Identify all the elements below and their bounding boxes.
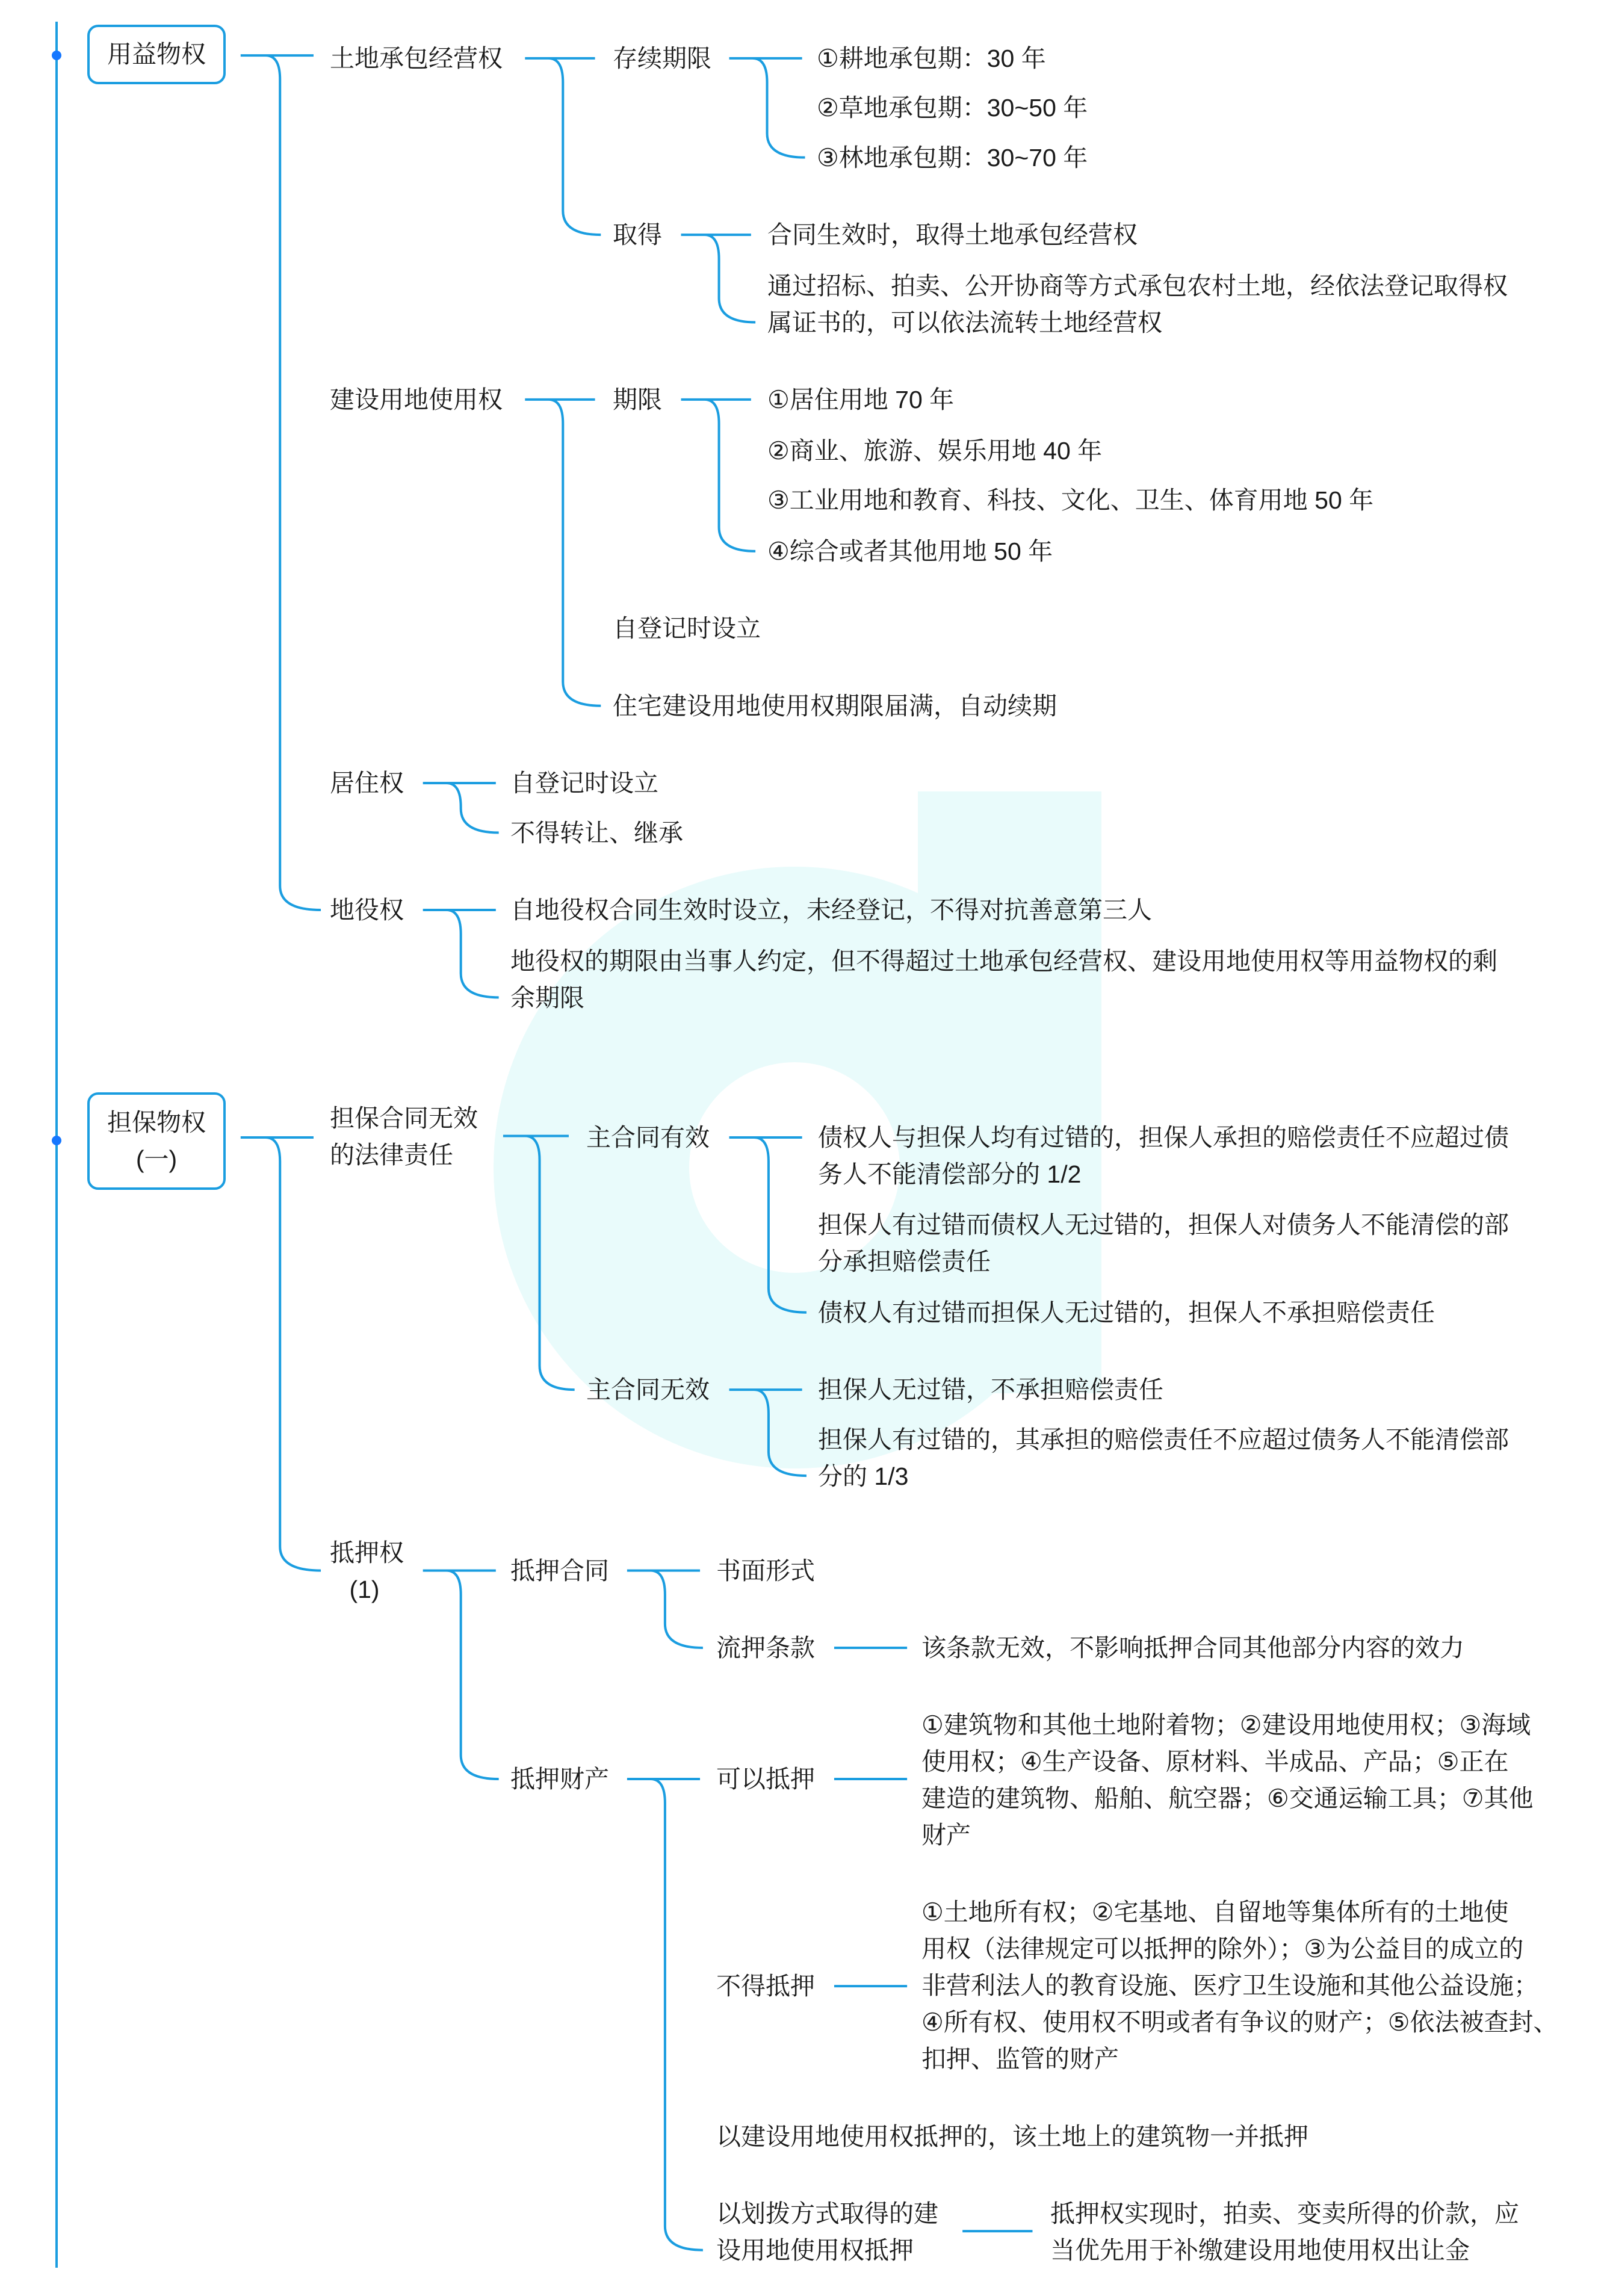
root-label: 用益物权 — [107, 40, 206, 68]
node-leaf[interactable]: ②草地承包期：30~50 年 — [817, 94, 1088, 122]
connector-line — [525, 58, 601, 235]
root-node-security[interactable] — [87, 1092, 226, 1190]
node-leaf[interactable] — [818, 1207, 1509, 1280]
node-line: 通过招标、拍卖、公开协商等方式承包农村土地，经依法登记取得权 — [767, 272, 1508, 300]
node-leaf[interactable]: 合同生效时，取得土地承包经营权 — [767, 221, 1138, 249]
node-leaf[interactable]: 不得转让、继承 — [510, 819, 683, 847]
node-line: 设用地使用权抵押 — [716, 2236, 914, 2264]
node-leaf[interactable] — [921, 1707, 1534, 1854]
connector-line — [681, 400, 756, 551]
node-construction[interactable]: 建设用地使用权 — [330, 386, 503, 413]
node-main-invalid[interactable]: 主合同无效 — [586, 1376, 710, 1403]
connector-line — [241, 1137, 321, 1571]
node-leaf[interactable] — [1050, 2195, 1519, 2269]
node-term[interactable]: 存续期限 — [613, 45, 711, 72]
node-line: 属证书的，可以依法流转土地经营权 — [767, 309, 1162, 336]
node-leaf[interactable]: 自登记时设立 — [613, 614, 761, 642]
node-line: 地役权的期限由当事人约定，但不得超过土地承包经营权、建设用地使用权等用益物权的剩 — [510, 947, 1497, 975]
node-leaf[interactable] — [818, 1119, 1509, 1193]
node-leaf[interactable] — [818, 1422, 1509, 1495]
node-line: 建造的建筑物、船舶、航空器；⑥交通运输工具；⑦其他 — [921, 1784, 1534, 1812]
node-line: ①建筑物和其他土地附着物；②建设用地使用权；③海域 — [921, 1711, 1531, 1739]
node-invalid-guarantee[interactable] — [330, 1100, 478, 1174]
node-forfeit-clause[interactable]: 流押条款 — [716, 1634, 815, 1662]
node-line: 扣押、监管的财产 — [921, 2045, 1119, 2073]
node-mortgage-property[interactable]: 抵押财产 — [510, 1765, 609, 1793]
connector-line — [627, 1571, 703, 1648]
node-allocated[interactable] — [716, 2195, 938, 2269]
node-main-valid[interactable]: 主合同有效 — [586, 1124, 710, 1151]
node-line: 担保合同无效 — [330, 1104, 478, 1132]
node-line: ④所有权、使用权不明或者有争议的财产；⑤依法被查封、 — [921, 2008, 1558, 2036]
node-line: 使用权；④生产设备、原材料、半成品、产品；⑤正在 — [921, 1748, 1509, 1775]
node-leaf[interactable]: ③林地承包期：30~70 年 — [817, 144, 1088, 172]
node-leaf[interactable] — [510, 943, 1497, 1016]
node-leaf[interactable]: ④综合或者其他用地 50 年 — [767, 537, 1053, 565]
node-line: (1) — [349, 1576, 380, 1603]
node-line: 担保人有过错而债权人无过错的，担保人对债务人不能清偿的部 — [818, 1211, 1509, 1239]
node-leaf[interactable]: ①居住用地 70 年 — [767, 386, 955, 413]
root-label: (一) — [135, 1145, 178, 1173]
node-leaf[interactable]: 担保人无过错，不承担赔偿责任 — [818, 1376, 1163, 1403]
node-leaf[interactable]: ②商业、旅游、娱乐用地 40 年 — [767, 437, 1103, 465]
connector-line — [423, 1571, 499, 1779]
node-allowed[interactable]: 可以抵押 — [716, 1765, 815, 1793]
node-line: ①土地所有权；②宅基地、自留地等集体所有的土地使 — [921, 1898, 1509, 1926]
node-residence[interactable]: 居住权 — [330, 769, 404, 797]
root-dot — [52, 1136, 61, 1145]
node-leaf[interactable]: ③工业用地和教育、科技、文化、卫生、体育用地 50 年 — [767, 486, 1374, 514]
connector-line — [681, 235, 756, 322]
node-leaf[interactable]: 住宅建设用地使用权期限届满，自动续期 — [613, 692, 1057, 720]
node-line: 分的 1/3 — [818, 1462, 909, 1490]
node-line: 抵押权实现时，拍卖、变卖所得的价款，应 — [1050, 2200, 1519, 2227]
connector-line — [423, 910, 499, 997]
node-leaf[interactable]: 自登记时设立 — [510, 769, 658, 797]
node-line: 抵押权 — [330, 1539, 404, 1567]
node-line: 非营利法人的教育设施、医疗卫生设施和其他公益设施； — [921, 1972, 1538, 1999]
root-node-usufruct[interactable] — [87, 25, 226, 84]
node-easement[interactable]: 地役权 — [330, 896, 404, 924]
node-line: 用权（法律规定可以抵押的除外）；③为公益目的成立的 — [921, 1935, 1524, 1963]
node-line: 以划拨方式取得的建 — [716, 2200, 938, 2227]
node-term[interactable]: 期限 — [613, 386, 662, 413]
root-dot — [52, 51, 61, 60]
node-line: 分承担赔偿责任 — [818, 1248, 991, 1275]
node-leaf[interactable]: 债权人有过错而担保人无过错的，担保人不承担赔偿责任 — [818, 1299, 1435, 1326]
connector-line — [729, 58, 805, 158]
node-leaf[interactable]: 以建设用地使用权抵押的，该土地上的建筑物一并抵押 — [716, 2123, 1308, 2150]
node-leaf[interactable]: 该条款无效，不影响抵押合同其他部分内容的效力 — [921, 1634, 1464, 1662]
node-leaf[interactable] — [921, 1894, 1558, 2078]
connector-line — [423, 783, 499, 832]
node-mortgage[interactable] — [330, 1535, 404, 1608]
node-land-contract[interactable]: 土地承包经营权 — [330, 45, 503, 72]
connector-line — [241, 55, 321, 910]
node-line: 债权人与担保人均有过错的，担保人承担的赔偿责任不应超过债 — [818, 1124, 1509, 1151]
node-line: 当优先用于补缴建设用地使用权出让金 — [1050, 2236, 1470, 2264]
node-line: 余期限 — [510, 984, 584, 1012]
node-acquire[interactable]: 取得 — [613, 221, 662, 249]
node-line: 的法律责任 — [330, 1141, 453, 1169]
node-mortgage-contract[interactable]: 抵押合同 — [510, 1557, 609, 1585]
node-leaf[interactable]: 书面形式 — [716, 1557, 815, 1585]
root-label: 担保物权 — [107, 1109, 206, 1136]
node-line: 务人不能清偿部分的 1/2 — [818, 1160, 1082, 1188]
node-forbidden[interactable]: 不得抵押 — [716, 1972, 815, 2000]
node-line: 财产 — [921, 1821, 971, 1849]
node-line: 担保人有过错的，其承担的赔偿责任不应超过债务人不能清偿部 — [818, 1426, 1509, 1453]
node-leaf[interactable] — [767, 268, 1508, 341]
connector-line — [627, 1779, 703, 2250]
node-leaf[interactable]: 自地役权合同生效时设立，未经登记，不得对抗善意第三人 — [510, 896, 1152, 924]
node-leaf[interactable]: ①耕地承包期：30 年 — [817, 45, 1046, 72]
connector-line — [525, 400, 601, 706]
